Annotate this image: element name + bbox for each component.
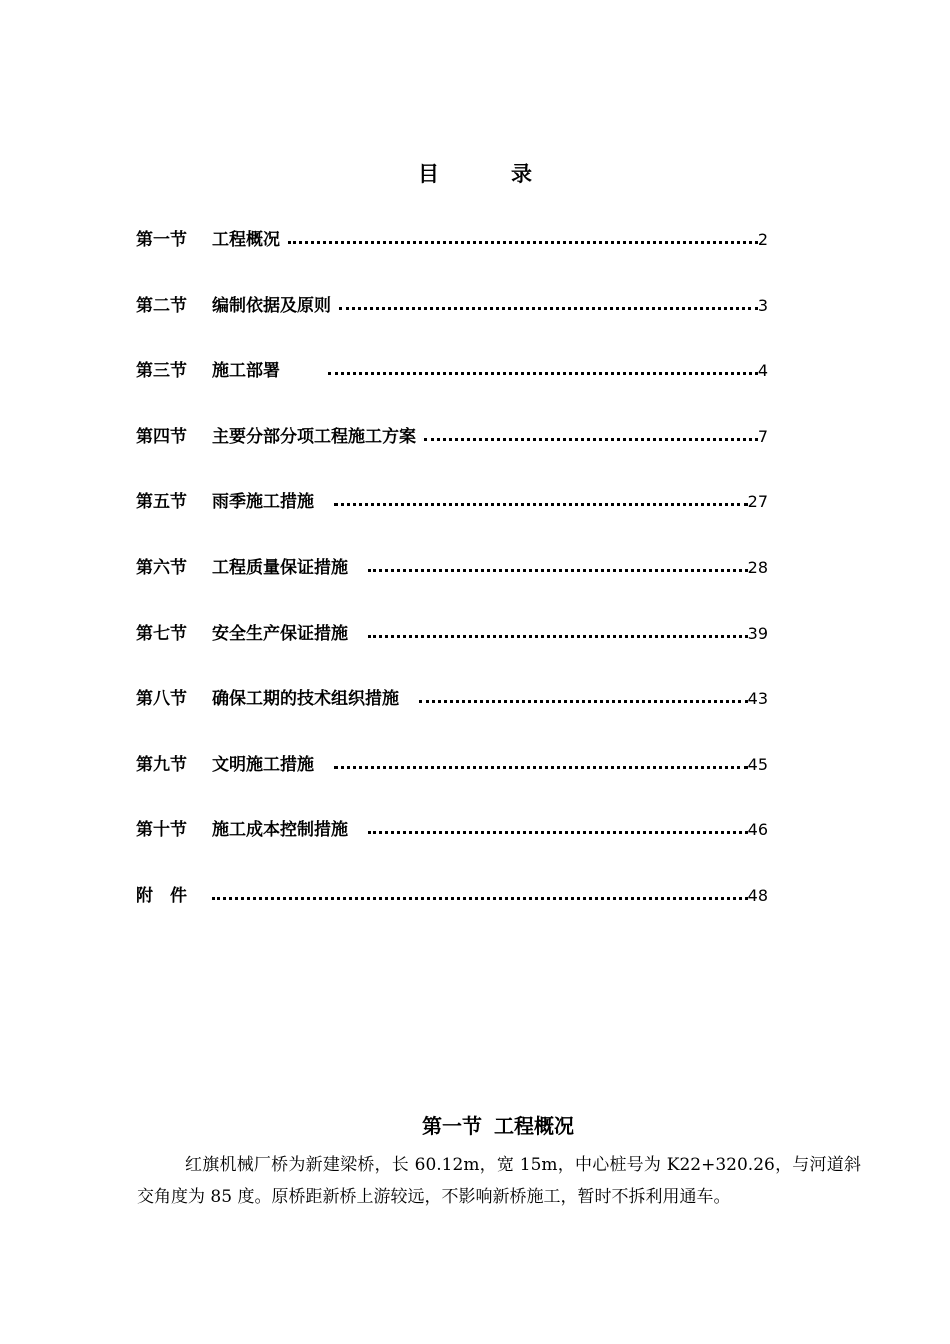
toc-dot-leader [334, 486, 748, 518]
toc-section-number: 第六节 [136, 557, 187, 578]
toc-page-number: 4 [757, 361, 768, 381]
toc-page-number: 43 [747, 689, 768, 709]
toc-dot-leader [212, 880, 748, 912]
toc-section-number: 第一节 [136, 230, 187, 250]
toc-title [0, 158, 950, 188]
toc-title-part2: 录 [511, 162, 532, 186]
toc-page-number: 2 [757, 230, 768, 249]
toc-page-number: 46 [747, 820, 768, 840]
toc-section-name: 雨季施工措施 [212, 492, 314, 513]
toc-section-number: 第五节 [136, 492, 187, 513]
toc-entry[interactable] [136, 486, 768, 552]
toc-dot-leader [368, 552, 748, 584]
toc-dot-leader [339, 290, 758, 322]
toc-section-name: 安全生产保证措施 [212, 623, 348, 644]
body-paragraph: 红旗机械厂桥为新建梁桥，长 60.12m，宽 15m，中心桩号为 K22+320.26，与河道斜交角度为 85 度。原桥距新桥上游较远，不影响新桥施工，暂时不拆利用通车。 [137, 1155, 861, 1207]
toc-section-name: 工程质量保证措施 [212, 557, 348, 578]
section-heading-title: 工程概况 [494, 1114, 574, 1138]
section-heading-number: 第一节 [422, 1114, 482, 1138]
toc-section-name: 确保工期的技术组织措施 [212, 689, 399, 710]
section-heading [0, 1110, 950, 1139]
toc-page-number: 27 [747, 492, 768, 512]
toc-title-part1: 目 [418, 162, 439, 186]
toc-section-name: 施工部署 [212, 361, 280, 382]
toc-section-number: 第十节 [136, 820, 187, 841]
toc-section-number: 第三节 [136, 361, 187, 382]
toc-dot-leader [424, 421, 758, 453]
toc-section-name: 主要分部分项工程施工方案 [212, 426, 416, 447]
toc-entry[interactable] [136, 421, 768, 487]
toc-entry[interactable] [136, 290, 768, 356]
toc-entry[interactable] [136, 355, 768, 421]
toc-entry[interactable] [136, 618, 768, 684]
toc-entry[interactable] [136, 552, 768, 618]
toc-page-number: 3 [757, 295, 768, 315]
toc-page-number: 28 [747, 557, 768, 577]
toc-dot-leader [288, 224, 758, 256]
toc-section-number: 第七节 [136, 623, 187, 644]
toc-entry[interactable] [136, 749, 768, 815]
toc-entry[interactable] [136, 224, 768, 290]
table-of-contents [136, 224, 768, 946]
toc-section-name: 工程概况 [212, 230, 280, 250]
toc-section-name: 文明施工措施 [212, 754, 314, 775]
toc-dot-leader [368, 618, 748, 650]
toc-dot-leader [334, 749, 748, 781]
toc-section-name: 施工成本控制措施 [212, 820, 348, 841]
toc-entry[interactable] [136, 880, 768, 946]
toc-dot-leader [328, 355, 758, 387]
toc-section-name: 编制依据及原则 [212, 295, 331, 316]
toc-dot-leader [368, 814, 748, 846]
toc-page-number: 7 [757, 426, 768, 446]
toc-section-number: 第四节 [136, 426, 187, 447]
toc-section-number: 第九节 [136, 754, 187, 775]
toc-page-number: 48 [747, 885, 768, 905]
toc-page-number: 45 [747, 754, 768, 774]
toc-entry[interactable] [136, 683, 768, 749]
toc-entry[interactable] [136, 814, 768, 880]
toc-page-number: 39 [747, 623, 768, 643]
toc-section-number: 第二节 [136, 295, 187, 316]
toc-section-number: 附 件 [136, 885, 187, 906]
toc-dot-leader [419, 683, 748, 715]
toc-section-number: 第八节 [136, 689, 187, 710]
